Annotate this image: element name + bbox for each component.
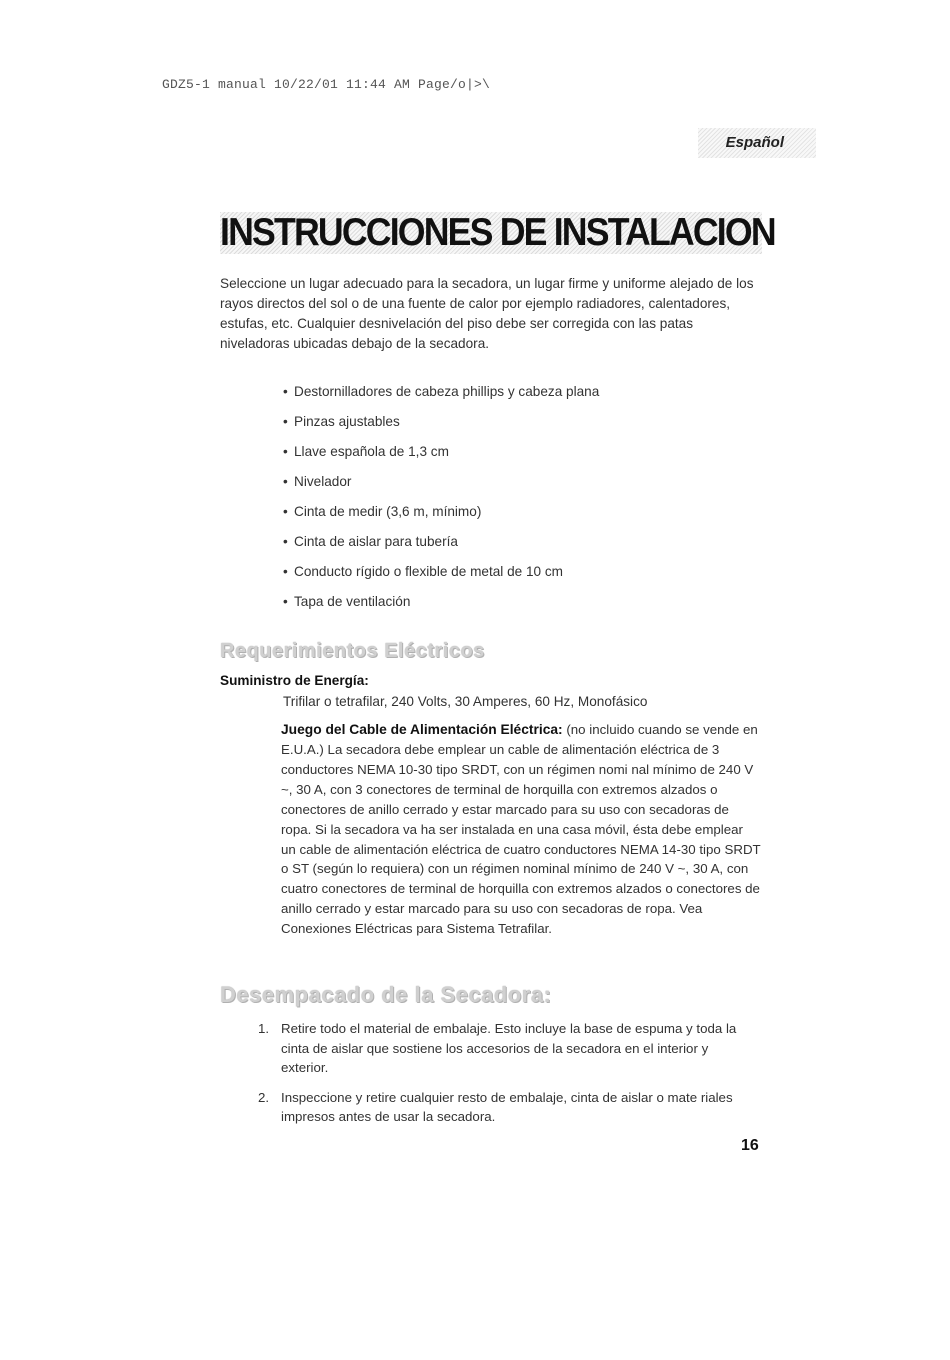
list-item-text: Cinta de medir (3,6 m, mínimo) xyxy=(294,504,482,519)
unpacking-steps xyxy=(258,1019,758,1127)
list-item-text: Pinzas ajustables xyxy=(294,414,400,429)
list-item xyxy=(283,532,599,562)
list-item xyxy=(258,1019,758,1078)
list-item xyxy=(283,382,599,412)
bullet-icon: • xyxy=(283,414,288,429)
list-item-text: Llave española de 1,3 cm xyxy=(294,444,449,459)
bullet-icon: • xyxy=(283,594,288,609)
list-item xyxy=(283,412,599,442)
language-tab xyxy=(698,128,816,158)
list-item xyxy=(283,562,599,592)
bullet-icon: • xyxy=(283,474,288,489)
list-item xyxy=(283,442,599,472)
unpacking-heading: Desempacado de la Secadora: xyxy=(220,982,552,1007)
list-item xyxy=(258,1088,758,1127)
page-number: 16 xyxy=(741,1137,759,1154)
bullet-icon: • xyxy=(283,504,288,519)
language-label: Español xyxy=(725,134,784,151)
list-item xyxy=(283,502,599,532)
intro-paragraph: Seleccione un lugar adecuado para la secadora, un lugar firme y uniforme alejado de los rayos directos del sol o de una fuente de calor por ejemplo radiadores, calentadores, estufas, etc. Cualquier desnivelación del piso debe ser corregida con las patas niveladoras ubicadas debajo de la secadora. xyxy=(220,276,754,351)
power-cord-paragraph xyxy=(281,720,761,939)
tools-list xyxy=(283,382,599,622)
bullet-icon: • xyxy=(283,444,288,459)
power-cord-text: (no incluido cuando se vende en E.U.A.) La secadora debe emplear un cable de alimentación eléctrica de 3 conductores NEMA 10-30 tipo SRDT, con un régimen nomi nal mínimo de 240 V ~, 30 A, con 3 conectores de terminal de horquilla con extremos alzados o conectores de anillo cerrado y estar marcado para su uso con secadoras de ropa. Si la secadora va ha ser instalada en una casa móvil, ésta debe emplear un cable de alimentación eléctrica de cuatro conductores NEMA 14-30 tipo SRDT o ST (según lo requiera) con un régimen nominal mínimo de 240 V ~, 30 A, con cuatro conectores de terminal de horquilla con extremos alzados o conectores de anillo cerrado y estar marcado para su uso con secadoras de ropa. Vea Conexiones Eléctricas para Sistema Tetrafilar. xyxy=(281,722,761,937)
step-text: Inspeccione y retire cualquier resto de embalaje, cinta de aislar o mate riales impresos antes de usar la secadora. xyxy=(281,1089,733,1124)
electrical-requirements-heading: Requerimientos Eléctricos xyxy=(220,640,485,662)
title-band xyxy=(220,211,775,254)
power-supply-label: Suministro de Energía: xyxy=(220,673,369,688)
page-title: INSTRUCCIONES DE INSTALACION xyxy=(220,211,775,254)
list-item-text: Conducto rígido o flexible de metal de 10 cm xyxy=(294,564,564,579)
bullet-icon: • xyxy=(283,384,288,399)
power-supply-text: Trifilar o tetrafilar, 240 Volts, 30 Amperes, 60 Hz, Monofásico xyxy=(283,694,648,709)
list-item-text: Destornilladores de cabeza phillips y cabeza plana xyxy=(294,384,600,399)
bullet-icon: • xyxy=(283,564,288,579)
list-item-text: Nivelador xyxy=(294,474,352,489)
list-item xyxy=(283,472,599,502)
step-text: Retire todo el material de embalaje. Esto incluye la base de espuma y toda la cinta de aislar que sostiene los accesorios de la secadora en el interior y exterior. xyxy=(281,1021,737,1075)
step-number: 2. xyxy=(258,1089,270,1105)
list-item xyxy=(283,592,599,622)
bullet-icon: • xyxy=(283,534,288,549)
step-number: 1. xyxy=(258,1021,270,1036)
list-item-text: Tapa de ventilación xyxy=(294,594,411,609)
power-cord-label: Juego del Cable de Alimentación Eléctrica: xyxy=(281,722,563,737)
print-header: GDZ5-1 manual 10/22/01 11:44 AM Page/o|>\ xyxy=(162,77,491,92)
list-item-text: Cinta de aislar para tubería xyxy=(294,534,458,549)
